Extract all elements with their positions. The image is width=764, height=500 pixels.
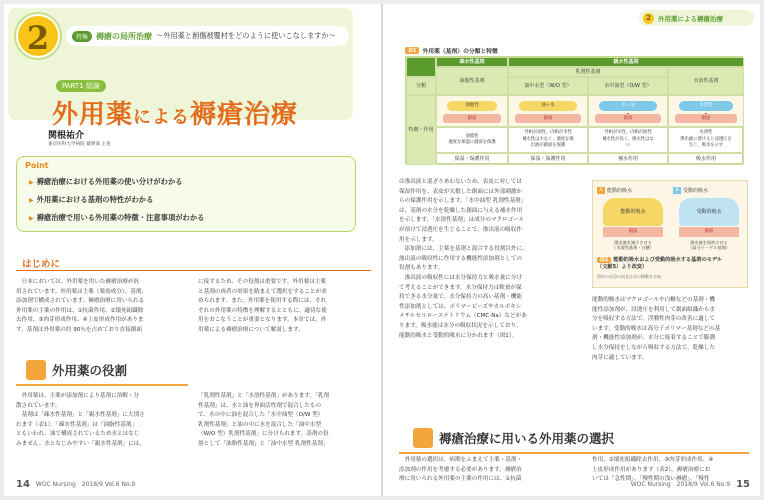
figure-1: [592, 180, 748, 288]
article-title: 外用薬による褥瘡治療: [52, 100, 299, 130]
desc-oily: 油脂性 適度な保湿に創面を保護: [436, 127, 508, 153]
table-col-header: 水溶性基剤: [668, 67, 744, 95]
section-heading-role: 外用薬の役割: [26, 360, 127, 380]
selection-column-1: 外用薬の選択は、病期をふまえて主薬・基剤・ 添加剤の作用を考慮する必要があります。褥瘡治 療に用いられる外用薬の主薬の作用には、①抗菌: [399, 457, 523, 483]
table-row-header: 特徴・作用: [406, 95, 436, 165]
chapter-title-strip: [66, 26, 349, 46]
diagram-ow: 水＋油 創面: [588, 95, 668, 127]
point-heading: Point: [25, 161, 49, 170]
effect-watersol: 吸水作用: [668, 153, 744, 165]
issue-info: 2018/9 Vol.6 No.9: [676, 481, 731, 488]
desc-ow: 外相が水性、内相が油性 補水性が高く、吸水性はな い: [588, 127, 668, 153]
figure-note: 図中の矢印の向きは水の移動を方向: [597, 274, 661, 279]
role-column-1: 外用薬は、主薬が添加剤により基剤に溶解・分 散されています。 基剤は「疎水性基剤」と「親水性基剤」に大別さ れます（表1）。「疎水性基剤」は「油脂性基剤」 ともいわれ、油で構成されているため水とはなじ みません。水となじみやすい「親水性基剤」には、: [16, 393, 145, 447]
left-page: [4, 4, 381, 496]
chapter-number-badge: 2: [16, 14, 60, 58]
table-corner: [406, 57, 436, 77]
part-label: PART1 総論: [56, 80, 106, 92]
diagram-watersol: 水溶性 創面: [668, 95, 744, 127]
running-header-label: 外用薬による褥瘡治療: [658, 14, 723, 23]
journal-name: WOC Nursing: [630, 481, 671, 488]
intro-rule: [16, 270, 371, 271]
figure-caption: 図1 能動的吸水および受動的吸水する基剤のモデル （文献5）より改変）: [597, 257, 722, 270]
desc-watersol: 水溶性 滲出液に溶けると浸透圧を 生じ、吸水を示す: [668, 127, 744, 153]
chapter-mini-badge: 2: [643, 13, 654, 24]
right-page: [383, 4, 760, 496]
figure-panel-a: A 能動的吸水 能動的吸水 創面 滲出液を減少させる （水溶性基剤・白糖）: [597, 187, 669, 253]
section-marker-icon: [26, 360, 46, 380]
chapter-subtitle: ～外用薬と創傷被覆材をどのように使いこなしますか～: [156, 31, 336, 40]
effect-wo: 保湿・保護作用: [508, 153, 588, 165]
selection-column-2: 作用、②壊死組織除去作用、③肉芽形成作用、④ 上皮形成作用があります（表2）。褥瘡治療にお いては「急性期」、「慢性期の浅い褥瘡」、「慢性: [592, 457, 714, 483]
table-col-header: 水中油型（O/W 型）: [588, 77, 668, 95]
page-number: 15: [736, 479, 750, 490]
role-column-2: 「乳剤性基剤」と「水溶性基剤」があります。「乳剤 性基剤」は、水と油を界面活性剤で混合したもの で、水の中に油を混合した「水中油型（O/W 型） 乳剤性基剤」と油の中に水を混合した「油中水型 （W/O 型）乳剤性基剤」に分けられます。基剤の役 割として「油脂性基剤」と「油中水型 乳剤性基剤」: [198, 393, 330, 447]
chapter-title: 褥瘡の局所治療: [96, 31, 153, 41]
point-box: [16, 156, 356, 232]
table-col-header: 乳剤性基剤: [508, 67, 668, 77]
effect-oily: 保湿・保護作用: [436, 153, 508, 165]
table-group-header: 親水性基剤: [508, 57, 744, 67]
author-affiliation: 東京医科大学病院 薬剤部 主査: [48, 142, 111, 147]
section-rule: [16, 384, 188, 386]
section-marker-icon: [413, 428, 433, 448]
point-item: ▶ 外用薬における基剤の特性がわかる: [29, 195, 153, 205]
point-item: ▶ 褥瘡治療で用いる外用薬の特徴・注意事項がわかる: [29, 213, 204, 223]
table-caption: 表1 外用薬（基剤）の分類と特徴: [405, 46, 498, 55]
effect-ow: 補水作用: [588, 153, 668, 165]
intro-column-1: 日本においては、外用薬を用いた褥瘡治療が汎 用されています。外用薬は主薬（薬効成分）、基剤、 添加剤で構成されています。褥瘡治療に用いられる 外用薬の主薬の作用は、①抗菌作用、②壊死組織除 去作用、③肉芽形成作用、④上皮形成作用がありま す。基剤は外用薬の約 90％を占めており直接創面: [16, 279, 148, 333]
author-name: 関根祐介: [48, 131, 85, 141]
chapter-header: [8, 8, 353, 130]
diagram-wo: 油＋水 創面: [508, 95, 588, 127]
table-col-header: 油中水型（W/O 型）: [508, 77, 588, 95]
chapter-tag: 特集: [72, 31, 92, 42]
right-column-1: は滲出液と混ざりあわないため、表皮に対しては 保湿作用を、表皮が欠損した創面には外部刺激か らの保護作用を示します。「水中油型 乳剤性基剤」 は、基剤の水分を乾燥した創面に与える補水作用 を示します。「水溶性基剤」は成分のマクロゴール が溶けて浸透圧を生じることで、滲出液の吸収作 用を示します。 添加剤には、主薬を基剤と混合する役割以外に、 滲出液の吸収性に作用する機能性添加剤としての 役割もあります。 滲出液の吸収性には水分保持力と吸水量に分け て考えることができます。水分保持力は軟膏が保 持できる水分量で、水分保持力の高い基剤・機能 性添加剤としては、ポリマービーズやカルボキシ メチルセルロースナトリウム（CMC-Na）などがあ ります。吸水能は水分の吸収状況を示しており、 能動的吸水と受動的吸水に分かれます（図1）。: [399, 179, 528, 339]
point-item: ▶ 褥瘡治療における外用薬の使い分けがわかる: [29, 177, 183, 187]
section-heading-selection: 褥瘡治療に用いる外用薬の選択: [413, 428, 614, 448]
right-column-2: 能動的吸水はマクロゴールや白糖などの基剤・機 能性添加剤が、浸透圧を利用して創面組織から水 分を吸収する方法で、浮腫性肉芽の改善に適して います。受動的吸水は高分子ポリマー基剤などの基 剤・機能性添加剤が、水分に接着することで膨潤 し水分保持をしながら吸収する方法で、乾燥した 肉芽に適しています。: [592, 297, 721, 361]
issue-info: 2018/9 Vol.6 No.9: [81, 481, 136, 488]
diagram-oily: 油脂性 創面: [436, 95, 508, 127]
base-classification-table: [405, 56, 743, 164]
right-footer: [631, 479, 750, 490]
table-col-header: 油脂性基剤: [436, 67, 508, 95]
intro-column-2: に接するため、その役割は重要です。外用薬は主薬 と基剤の両者の効果を踏まえて選択をすることが求 められます。また、外用薬を使用する際には、それ ぞれの外用薬の特徴を理解するとともに、適切な使 用をおこなうことが重要となります。本章では、外 用薬による褥瘡治療について解説します。: [198, 279, 327, 333]
table-group-header: 疎水性基剤: [436, 57, 508, 67]
left-footer: [16, 479, 135, 490]
running-header: [639, 10, 754, 26]
table-row-header: 分類: [406, 77, 436, 95]
figure-panel-b: B 受動的吸水 受動的吸水 創面 滲出液を保持させる （高分子・ゲル基剤）: [673, 187, 745, 253]
table-badge: 表1: [405, 47, 419, 54]
intro-heading: はじめに: [22, 259, 61, 270]
journal-name: WOC Nursing: [35, 481, 76, 488]
desc-wo: 外相が油性、内相が水性 補水性は少なく、適度な保 出液が創面を保護: [508, 127, 588, 153]
section-rule: [399, 452, 749, 454]
page-number: 14: [16, 479, 30, 490]
